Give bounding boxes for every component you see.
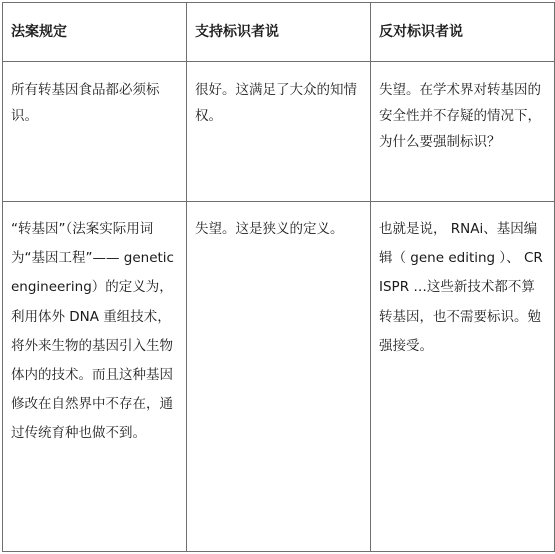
oppose-text: 失望。在学术界对转基因的安全性并不存疑的情况下，为什么要强制标识？ (379, 82, 541, 150)
header-law: 法案规定 (3, 3, 187, 62)
header-support: 支持标识者说 (187, 3, 371, 62)
law-text: “转基因”（法案实际用词为“基因工程”—— genetic engineering）的定义为，利用体外 DNA 重组技术，将外来生物的基因引入生物体内的技术。而且这种基因修改在自然界中不存在，通过传统育种也做不到。 (11, 221, 174, 442)
table-cell-oppose (371, 202, 555, 552)
table-row (3, 202, 555, 552)
oppose-text: 也就是说， RNAi、基因编辑（ gene editing ）、 CRISPR …这些新技术都不算转基因，也不需要标识。勉强接受。 (379, 221, 543, 354)
table-cell-support (187, 202, 371, 552)
table-cell-law (3, 62, 187, 202)
law-text: 所有转基因食品都必须标识。 (11, 82, 160, 124)
header-oppose: 反对标识者说 (371, 3, 555, 62)
support-text: 很好。这满足了大众的知情权。 (195, 82, 357, 124)
table-row (3, 62, 555, 202)
header-row (3, 3, 555, 62)
table-cell-oppose (371, 62, 555, 202)
table-cell-support (187, 62, 371, 202)
support-text: 失望。这是狭义的定义。 (195, 221, 344, 237)
table-cell-law (3, 202, 187, 552)
comparison-table (2, 2, 555, 552)
